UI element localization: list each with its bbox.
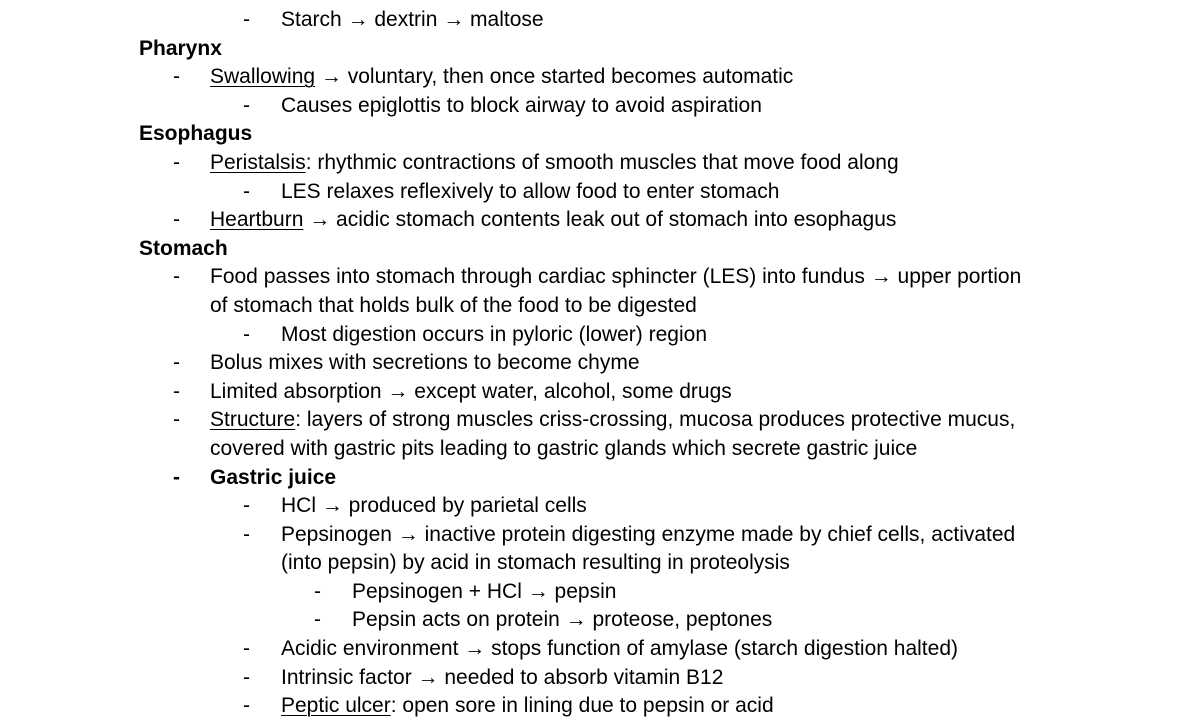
bullet-dash: - bbox=[173, 379, 180, 403]
item-body-text: of stomach that holds bulk of the food to be digested bbox=[210, 293, 697, 317]
underlined-term: Structure bbox=[210, 408, 296, 432]
list-item bbox=[0, 578, 1200, 607]
list-item-text bbox=[352, 606, 772, 635]
list-item bbox=[0, 521, 1200, 550]
item-body-text: Bolus mixes with secretions to become chyme bbox=[210, 351, 640, 375]
bullet-dash: - bbox=[243, 637, 250, 661]
list-item-text bbox=[281, 635, 958, 664]
bullet-dash: - bbox=[243, 494, 250, 518]
section-heading: Pharynx bbox=[139, 36, 222, 60]
list-item-text bbox=[281, 549, 790, 578]
underlined-term: Peptic ulcer bbox=[281, 694, 391, 718]
item-body-text: Limited absorption → except water, alcohol, some drugs bbox=[210, 379, 732, 403]
list-item-text bbox=[281, 178, 779, 207]
bullet-dash: - bbox=[173, 351, 180, 375]
list-item-text bbox=[281, 692, 774, 721]
list-item bbox=[0, 464, 1200, 493]
list-item bbox=[0, 349, 1200, 378]
item-body-text: Most digestion occurs in pyloric (lower) region bbox=[281, 322, 707, 346]
list-item-text bbox=[281, 6, 544, 35]
list-item-text bbox=[210, 149, 899, 178]
list-item bbox=[0, 206, 1200, 235]
bullet-dash: - bbox=[314, 579, 321, 603]
list-item bbox=[0, 664, 1200, 693]
item-body-text: → acidic stomach contents leak out of stomach into esophagus bbox=[303, 208, 897, 232]
bullet-dash: - bbox=[243, 522, 250, 546]
list-item bbox=[0, 178, 1200, 207]
item-body-text: HCl → produced by parietal cells bbox=[281, 494, 587, 518]
bullet-dash: - bbox=[173, 65, 180, 89]
list-item-text bbox=[281, 521, 1015, 550]
underlined-term: Swallowing bbox=[210, 65, 316, 89]
list-item-continuation bbox=[0, 292, 1200, 321]
list-item-text bbox=[281, 321, 707, 350]
section-heading: Stomach bbox=[139, 236, 228, 260]
list-item bbox=[0, 63, 1200, 92]
section-heading: Esophagus bbox=[139, 122, 253, 146]
item-body-text: Starch → dextrin → maltose bbox=[281, 8, 544, 31]
list-item-text bbox=[210, 406, 1015, 435]
item-body-text: Intrinsic factor → needed to absorb vitamin B12 bbox=[281, 665, 724, 689]
list-item-text bbox=[352, 578, 616, 607]
list-item-text bbox=[210, 263, 1021, 292]
list-item bbox=[0, 149, 1200, 178]
list-item-text bbox=[281, 492, 587, 521]
item-body-text: Causes epiglottis to block airway to avoid aspiration bbox=[281, 93, 762, 117]
item-body-text: → voluntary, then once started becomes automatic bbox=[315, 65, 794, 89]
underlined-term: Peristalsis bbox=[210, 150, 306, 174]
item-body-text: Gastric juice bbox=[210, 465, 337, 489]
list-item bbox=[0, 263, 1200, 292]
bullet-dash: - bbox=[243, 694, 250, 718]
item-body-text: Acidic environment → stops function of amylase (starch digestion halted) bbox=[281, 637, 958, 661]
list-item bbox=[0, 406, 1200, 435]
item-body-text: : open sore in lining due to pepsin or acid bbox=[390, 694, 774, 718]
bullet-dash: - bbox=[173, 408, 180, 432]
item-body-text: Pepsinogen → inactive protein digesting enzyme made by chief cells, activated bbox=[281, 522, 1016, 546]
bullet-dash: - bbox=[243, 93, 250, 117]
list-item bbox=[0, 492, 1200, 521]
document-body bbox=[0, 6, 1200, 721]
bullet-dash: - bbox=[173, 150, 180, 174]
bullet-dash: - bbox=[243, 322, 250, 346]
list-item bbox=[0, 6, 1200, 35]
bullet-dash: - bbox=[173, 265, 180, 289]
bullet-dash: - bbox=[173, 465, 180, 489]
list-item bbox=[0, 606, 1200, 635]
underlined-term: Heartburn bbox=[210, 208, 304, 232]
bullet-dash: - bbox=[243, 8, 250, 31]
list-item-text bbox=[281, 92, 762, 121]
list-item-continuation bbox=[0, 435, 1200, 464]
list-item-text bbox=[210, 349, 640, 378]
list-item bbox=[0, 692, 1200, 721]
item-body-text: (into pepsin) by acid in stomach resulting in proteolysis bbox=[281, 551, 790, 575]
list-item-text bbox=[210, 378, 732, 407]
bullet-dash: - bbox=[243, 179, 250, 203]
bullet-dash: - bbox=[314, 608, 321, 632]
list-item-text bbox=[210, 464, 336, 493]
list-item-text bbox=[281, 664, 723, 693]
item-body-text: Pepsinogen + HCl → pepsin bbox=[352, 579, 617, 603]
item-body-text: : layers of strong muscles criss-crossing, mucosa produces protective mucus, bbox=[295, 408, 1016, 432]
list-item bbox=[0, 378, 1200, 407]
item-body-text: Pepsin acts on protein → proteose, peptones bbox=[352, 608, 773, 632]
list-item-text bbox=[210, 206, 896, 235]
item-body-text: covered with gastric pits leading to gastric glands which secrete gastric juice bbox=[210, 436, 918, 460]
list-item-text bbox=[210, 63, 793, 92]
list-item bbox=[0, 92, 1200, 121]
item-body-text: : rhythmic contractions of smooth muscles that move food along bbox=[305, 150, 899, 174]
list-item-text bbox=[210, 292, 697, 321]
bullet-dash: - bbox=[173, 208, 180, 232]
list-item-continuation bbox=[0, 549, 1200, 578]
list-item bbox=[0, 321, 1200, 350]
item-body-text: LES relaxes reflexively to allow food to enter stomach bbox=[281, 179, 780, 203]
list-item bbox=[0, 635, 1200, 664]
list-item-text bbox=[210, 435, 917, 464]
bullet-dash: - bbox=[243, 665, 250, 689]
item-body-text: Food passes into stomach through cardiac sphincter (LES) into fundus → upper portion bbox=[210, 265, 1022, 289]
